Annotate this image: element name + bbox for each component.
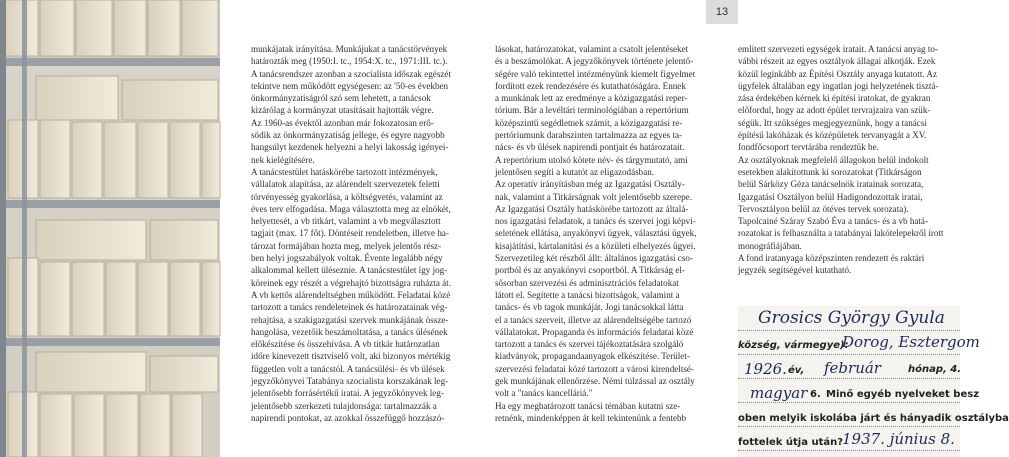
shelves-illustration xyxy=(0,0,220,457)
text-line: A fond iratanyaga középszinten rendezett és raktári xyxy=(738,253,925,264)
scan-row2-end: hónap, 4. xyxy=(908,364,962,375)
text-line: munkájatak irányítása. Munkájukat a tanácstörvények xyxy=(251,44,448,54)
scan-row4-text: oben melyik iskolába járt és hányadik osztályba xyxy=(738,413,1009,424)
text-line: törvényesség gyakorlása, a költségvetés, valamint az xyxy=(251,191,443,202)
text-line: fondfőcsoport tervtárába rendeztük be. xyxy=(738,142,879,153)
text-line: vábbi részeit az egyes osztályok állagai alkotják. Ezek xyxy=(738,56,936,67)
text-line: seletének ellátása, anyakönyvi ügyek, választási ügyek, xyxy=(495,228,697,239)
text-line: esetekben alakítottunk ki sorozatokat (Titkárságon xyxy=(738,166,922,177)
scan-rule xyxy=(738,330,960,332)
text-line: rozatokat is felhasználta a tatabányai lakótelepekről írott xyxy=(738,228,944,239)
text-line: A tanácsrendszer azonban a szocialista időszak egészét xyxy=(251,68,451,79)
text-line: Az operatív irányításban még az Igazgatási Osztály- xyxy=(495,179,685,190)
text-line: a munkának lett az eredménye a közigazgatási reper- xyxy=(495,93,688,104)
text-line: ségük. Itt szükséges megjegyeznünk, hogy a tanácsi xyxy=(738,117,927,128)
text-line: retnénk, mindenképpen át kell tekintenünk a fentebb xyxy=(495,412,687,423)
text-line: tanács- és vb tagok munkáját. Jogi tanácsokkal látta xyxy=(495,302,684,313)
scan-row3-value: magyar xyxy=(750,384,808,402)
text-line: határozták meg (1950:I. tc., 1954:X. tc., 1971:III. tc.). xyxy=(251,56,448,67)
text-line: jelentősebb forrásértékű iratai. A jegyzőkönyvek leg- xyxy=(251,388,444,399)
text-line: nek kielégítésére. xyxy=(251,154,315,165)
text-line: lásokat, határozatokat, valamint a csatolt jelentéseket xyxy=(495,44,689,54)
text-line: jegyzék segítségével kutatható. xyxy=(738,265,852,276)
text-line: Az 1960-as évektől azonban már fokozatosan erő- xyxy=(251,117,434,128)
text-line: építésű lakóházak és középületek tervanyagát a XV. xyxy=(738,130,927,141)
text-column-2 xyxy=(495,43,721,424)
text-line: volt a "tanács kancelláriá." xyxy=(495,388,593,399)
scan-rule xyxy=(738,402,960,404)
text-line: tartozott a tanács és szervei tájékoztatására szolgáló xyxy=(495,339,684,350)
text-line: látott el. Segítette a tanácsi bizottságok, valamint a xyxy=(495,289,680,300)
page-number: 13 xyxy=(706,0,738,24)
text-line: jelentősen segíti a kutatót az eligazodásban. xyxy=(495,166,655,177)
scan-row1-label: község, vármegye): xyxy=(738,340,849,351)
text-line: nak, valamint a Titkárságnak volt jelentősebb szerepe. xyxy=(495,191,692,202)
text-line: ségére való tekintettel intézményünk kiemelt figyelmet xyxy=(495,68,696,79)
text-line: és a beszámolókat. A jegyzőkönyvek története jelentő- xyxy=(495,56,694,67)
text-line: A tanácstestület hatáskörébe tartozott intézmények, xyxy=(251,166,438,177)
text-line: említett szervezeti egységek iratait. A tanácsi anyag to- xyxy=(738,44,938,54)
text-line: södik az önkormányzatiság jellege, és egyre nagyobb xyxy=(251,130,445,141)
text-line: Az Igazgatási Osztály hatáskörébe tartozott az általá- xyxy=(495,203,689,214)
text-line: A repertórium utolsó kötete név- és tárgymutató, ami xyxy=(495,154,688,165)
scan-name: Grosics György Gyula xyxy=(758,308,945,328)
text-line: Igazgatási Osztályon belül Hadigondozottak iratai, xyxy=(738,191,923,202)
text-line: nács- és vb ülések napirendi pontjait és határozatait. xyxy=(495,142,685,153)
scan-row2-month: február xyxy=(824,359,881,377)
text-line: monográfiájában. xyxy=(738,240,802,251)
text-line: éves terv elfogadása. Maga választotta meg az elnökét, xyxy=(251,203,451,214)
scan-rule xyxy=(738,378,960,380)
text-line: szervezési feladatai közé tartozott a városi kirendeltsé- xyxy=(495,363,694,374)
text-line: portból és az anyakönyvi csoportból. A Titkárság el- xyxy=(495,265,685,276)
text-line: időre kinevezett tisztviselő volt, aki bizonyos mértékig xyxy=(251,351,451,362)
text-line: alkalommal kellett ülésezníe. A tanácstestület így jog- xyxy=(251,265,448,276)
text-line: Ha egy meghatározott tanácsi témában kutatni sze- xyxy=(495,400,681,411)
text-line: előfordul, hogy az adott épület tervrajzaira van szük- xyxy=(738,105,931,116)
text-line: tagjait (max. 17 főt). Döntéseit rendeletben, illetve ha- xyxy=(251,228,449,239)
text-line: ben helyi jogszabályok voltak. Évente legalább négy xyxy=(251,253,443,264)
text-line: helyettesét, a vb titkárt, valamint a vb megválasztott xyxy=(251,216,441,227)
text-line: Az osztályoknak megfelelő állagokon belül indokolt xyxy=(738,154,929,165)
shelf-row-2 xyxy=(0,66,220,200)
text-line: köreinek egy részét a végrehajtó bizottságra ruházta át. xyxy=(251,277,451,288)
text-column-3 xyxy=(738,43,950,277)
scan-rule xyxy=(738,354,960,356)
text-line: középszintű segédletnek számít, a közigazgatási re- xyxy=(495,117,683,128)
text-line: fordított ezek rendezésére és kutathatóságára. Ennek xyxy=(495,80,686,91)
scan-row5-label: fottelek útja után? xyxy=(738,437,844,448)
text-line: független volt a tanácstól. A tanácsülési- és vb ülések xyxy=(251,363,445,374)
text-line: kisajátítási, kártalanítási és a közületi elhelyezés ügyei. xyxy=(495,240,696,251)
text-line: Szervezetileg két részből állt: általános igazgatási cso- xyxy=(495,253,693,264)
text-line: sősorban szervezési és adminisztrációs feladatokat xyxy=(495,277,679,288)
text-column-1 xyxy=(251,43,477,424)
text-line: vállalatok alapítása, az alárendelt szervezetek feletti xyxy=(251,179,440,190)
text-line: nos igazgatási feladatok, a tanács és szervei jogi képvi- xyxy=(495,216,696,227)
shelf-row-1 xyxy=(0,0,220,58)
text-line: ügyfelek általában egy ingatlan jogi helyzetének tisztá- xyxy=(738,80,939,91)
text-line: belül Sárközy Géza tanácselnök iratainak sorozata, xyxy=(738,179,924,190)
text-line: Tervosztályon belül az ötéves tervek sorozata). xyxy=(738,203,909,214)
text-line: napirendi pontokat, az azokkal összefüggő hozzászó- xyxy=(251,412,445,423)
text-line: Tapolcainé Száray Szabó Éva a tanács- és a vb hatá- xyxy=(738,216,928,227)
text-line: közül leginkább az Építési Osztály anyaga kutatott. Az xyxy=(738,68,937,79)
text-line: kiadványok, propagandaanyagok elkészítése. Terület- xyxy=(495,351,690,362)
text-line: hangsúlyt kezdenek helyezni a helyi lakosság igényei- xyxy=(251,142,449,153)
shelf-row-3 xyxy=(0,208,220,338)
text-line: tartozott a tanács rendeleteinek és határozatainak vég- xyxy=(251,302,448,313)
text-line: vállalatokat. Propaganda és információs feladatai közé xyxy=(495,326,694,337)
text-line: előkészítése és összehívása. A vb titkár határozatlan xyxy=(251,339,440,350)
text-line: önkormányzatiságról szó sem lehetett, a tanácsok xyxy=(251,93,431,104)
scan-row2-year: 1926. xyxy=(744,360,787,378)
text-line: tározat formájában hozta meg, melyek jelentős rész- xyxy=(251,240,442,251)
scan-row5-value: 1937. június 8. xyxy=(842,430,955,448)
text-line: el a tanács szerveit, illetve az alárendeltségébe tartozó xyxy=(495,314,692,325)
text-line: jelentősebb szerkezeti tulajdonsága: tartalmazzák a xyxy=(251,400,437,411)
scan-rule xyxy=(738,426,960,428)
archive-shelves-photo xyxy=(0,0,220,457)
text-line: rehajtása, a szakigazgatási szervek munkájának össze- xyxy=(251,314,449,325)
text-line: tekintve nem működött egységesen: az '50-es években xyxy=(251,80,449,91)
text-line: pertóriumunk darabszinten tartalmazza az egyes ta- xyxy=(495,130,683,141)
scan-row2-mid: év, xyxy=(788,365,805,376)
text-line: zása érdekében kérnek ki építési iratokat, de gyakran xyxy=(738,93,931,104)
text-line: gek munkájának ellenőrzése. Némi túlzással az osztály xyxy=(495,376,695,387)
scan-rule xyxy=(738,450,960,452)
scan-row1-value: Dorog, Esztergom xyxy=(842,333,980,351)
text-line: A vb kettős alárendeltségben működött. Feladatai közé xyxy=(251,289,451,300)
scan-row3-text: Minő egyéb nyelveket besz xyxy=(826,389,980,400)
text-line: jegyzőkönyvei Tatabánya szocialista korszakának leg- xyxy=(251,376,449,387)
shelf-row-4 xyxy=(0,346,220,457)
text-line: kizárólag a kormányzat utasításait hajtották végre. xyxy=(251,105,434,116)
handwritten-document-scan xyxy=(738,306,1009,457)
text-line: hangolása, vezetőik beszámoltatása, a tanács ülésének xyxy=(251,326,448,337)
scan-row3-num: 6. xyxy=(810,389,821,400)
text-line: tórium. Bár a levéltári terminológiában a repertórium xyxy=(495,105,689,116)
